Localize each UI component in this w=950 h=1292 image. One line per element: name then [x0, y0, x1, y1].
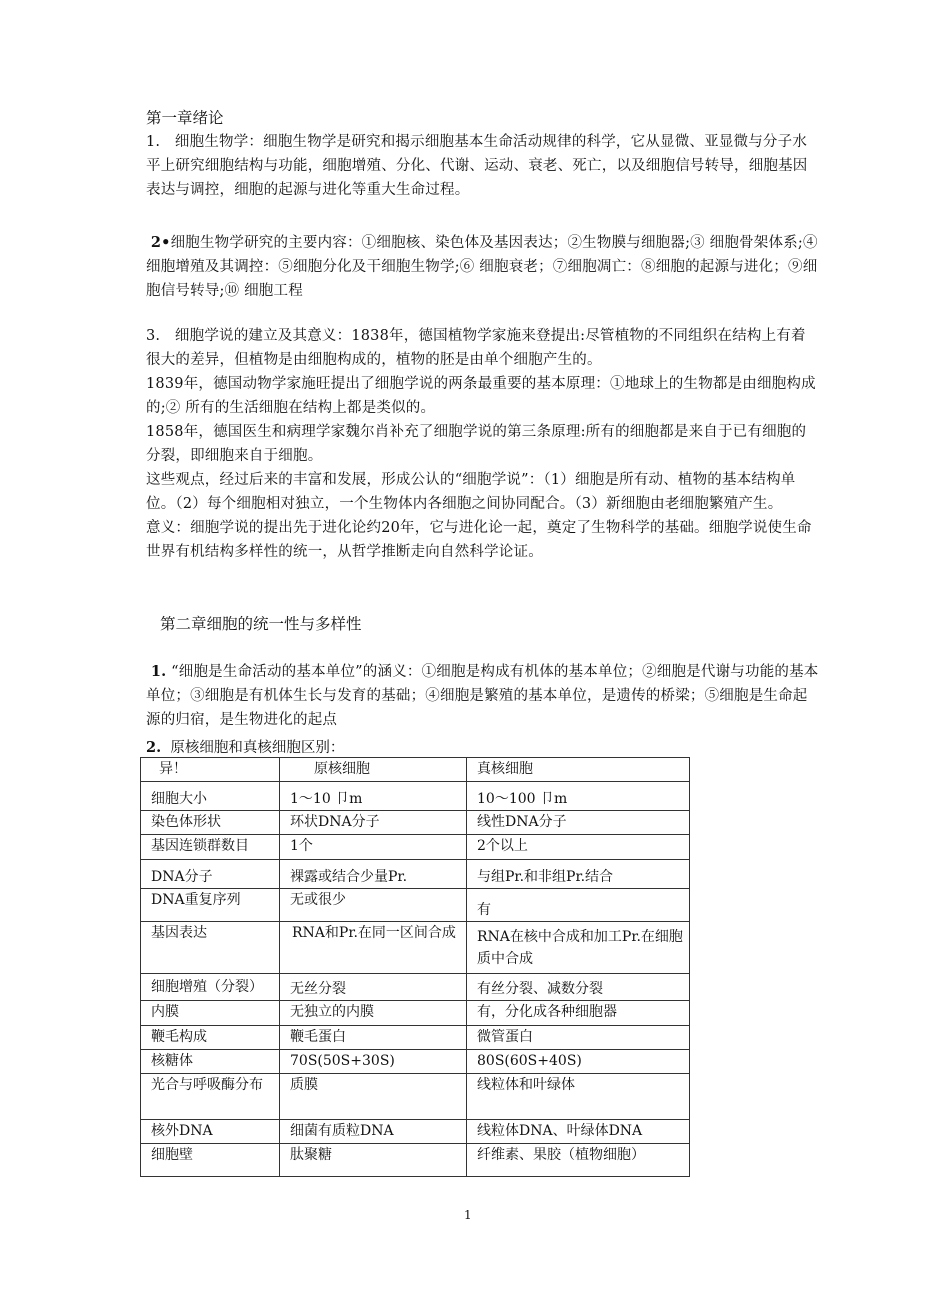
table-cell: 1〜10 卩m	[280, 782, 467, 811]
table-cell: 微管蛋白	[467, 1026, 690, 1050]
paragraph-4	[146, 660, 820, 732]
table-row	[141, 860, 690, 889]
page-number: 1	[464, 1208, 472, 1222]
table-caption	[146, 736, 344, 757]
table-cell: DNA分子	[141, 860, 280, 889]
table-cell: 无丝分裂	[280, 974, 467, 1001]
table-row	[141, 922, 690, 974]
comparison-table	[140, 757, 690, 1177]
table-row	[141, 1074, 690, 1120]
table-cell: 细胞壁	[141, 1144, 280, 1177]
table-row	[141, 889, 690, 922]
header-cell: 原核细胞	[280, 758, 467, 782]
table-cell: 线粒体DNA、叶绿体DNA	[467, 1120, 690, 1144]
table-cell: 核外DNA	[141, 1120, 280, 1144]
paragraph-body: “细胞是生命活动的基本单位”的涵义：①细胞是构成有机体的基本单位；②细胞是代谢与功能的基本单位；③细胞是有机体生长与发育的基础；④细胞是繁殖的基本单位，是遗传的桥梁；⑤细胞是生命起源的归宿，是生物进化的起点	[146, 664, 819, 728]
header-cell: 异！	[141, 758, 280, 782]
paragraph-3	[146, 324, 820, 564]
table-cell: RNA在核中合成和加工Pr.在细胞质中合成	[467, 922, 690, 974]
chapter-1-title: 第一章绪论	[146, 109, 224, 127]
table-row	[141, 782, 690, 811]
table-row	[141, 1050, 690, 1074]
table-cell: 细菌有质粒DNA	[280, 1120, 467, 1144]
table-cell: 纤维素、果胶（植物细胞）	[467, 1144, 690, 1177]
paragraph-1	[146, 130, 820, 202]
table-row	[141, 1144, 690, 1177]
paragraph-text: 这些观点，经过后来的丰富和发展，形成公认的“细胞学说”：（1）细胞是所有动、植物的基本结构单位。（2）每个细胞相对独立，一个生物体内各细胞之间协同配合。（3）新细胞由老细胞繁殖产生。	[146, 472, 796, 512]
paragraph-text: 1839年，德国动物学家施旺提出了细胞学说的两条最重要的基本原理：①地球上的生物都是由细胞构成的;② 所有的生活细胞在结构上都是类似的。	[146, 376, 816, 416]
table-cell: 光合与呼吸酶分布	[141, 1074, 280, 1120]
chapter-2-title: 第二章细胞的统一性与多样性	[160, 615, 362, 633]
paragraph-text	[146, 231, 820, 303]
table-row	[141, 811, 690, 835]
header-cell: 真核细胞	[467, 758, 690, 782]
item-number: 2•	[150, 234, 171, 251]
table-cell: 有	[467, 889, 690, 922]
table-cell: 有丝分裂、减数分裂	[467, 974, 690, 1001]
table-cell: 内膜	[141, 1001, 280, 1026]
caption-text: 原核细胞和真核细胞区别：	[170, 740, 345, 756]
table-row	[141, 1001, 690, 1026]
table-cell: 肽聚糖	[280, 1144, 467, 1177]
paragraph-text	[146, 660, 820, 732]
table-cell: 质膜	[280, 1074, 467, 1120]
table-cell: 1个	[280, 835, 467, 860]
table-cell: 核糖体	[141, 1050, 280, 1074]
paragraph-text: 1858年，德国医生和病理学家魏尔肖补充了细胞学说的第三条原理:所有的细胞都是来自于已有细胞的分裂，即细胞来自于细胞。	[146, 424, 807, 464]
table-cell: 基因表达	[141, 922, 280, 974]
table-cell: 细胞大小	[141, 782, 280, 811]
table-cell: RNA和Pr.在同一区间合成	[280, 922, 467, 974]
table-cell: 细胞增殖（分裂）	[141, 974, 280, 1001]
table-cell: 70S(50S+30S)	[280, 1050, 467, 1074]
table-cell: 裸露或结合少量Pr.	[280, 860, 467, 889]
table-cell: 鞭毛蛋白	[280, 1026, 467, 1050]
table-cell: 80S(60S+40S)	[467, 1050, 690, 1074]
table-cell: DNA重复序列	[141, 889, 280, 922]
table-cell: 与组Pr.和非组Pr.结合	[467, 860, 690, 889]
table-cell: 线性DNA分子	[467, 811, 690, 835]
table-cell: 染色体形状	[141, 811, 280, 835]
table-cell: 基因连锁群数目	[141, 835, 280, 860]
paragraph-body: 细胞生物学研究的主要内容：①细胞核、染色体及基因表达；②生物膜与细胞器;③ 细胞骨架体系;④ 细胞增殖及其调控：⑤细胞分化及干细胞生物学;⑥ 细胞衰老；⑦细胞凋亡：⑧细胞的起源与进化；⑨细胞信号转导;⑩ 细胞工程	[146, 235, 818, 299]
table-row	[141, 974, 690, 1001]
table-cell: 无独立的内膜	[280, 1001, 467, 1026]
table-row	[141, 1120, 690, 1144]
table-cell: 鞭毛构成	[141, 1026, 280, 1050]
table-row	[141, 835, 690, 860]
item-number: 1.	[150, 663, 167, 680]
table-row	[141, 1026, 690, 1050]
table-cell: 2个以上	[467, 835, 690, 860]
table-header-row	[141, 758, 690, 782]
table-cell: 环状DNA分子	[280, 811, 467, 835]
table-cell: 10〜100 卩m	[467, 782, 690, 811]
table-cell: 无或很少	[280, 889, 467, 922]
paragraph-2	[146, 231, 820, 303]
table-cell: 线粒体和叶绿体	[467, 1074, 690, 1120]
table-cell: 有，分化成各种细胞器	[467, 1001, 690, 1026]
paragraph-text: 意义：细胞学说的提出先于进化论约20年，它与进化论一起，奠定了生物科学的基础。细胞学说使生命世界有机结构多样性的统一，从哲学推断走向自然科学论证。	[146, 520, 812, 560]
paragraph-text: 1. 细胞生物学：细胞生物学是研究和揭示细胞基本生命活动规律的科学，它从显微、亚显微与分子水平上研究细胞结构与功能，细胞增殖、分化、代谢、运动、衰老、死亡，以及细胞信号转导，细胞基因表达与调控，细胞的起源与进化等重大生命过程。	[146, 134, 808, 198]
item-number: 2.	[146, 739, 162, 756]
paragraph-text: 3. 细胞学说的建立及其意义：1838年，德国植物学家施来登提出:尽管植物的不同组织在结构上有着很大的差异，但植物是由细胞构成的，植物的胚是由单个细胞产生的。	[146, 328, 806, 368]
